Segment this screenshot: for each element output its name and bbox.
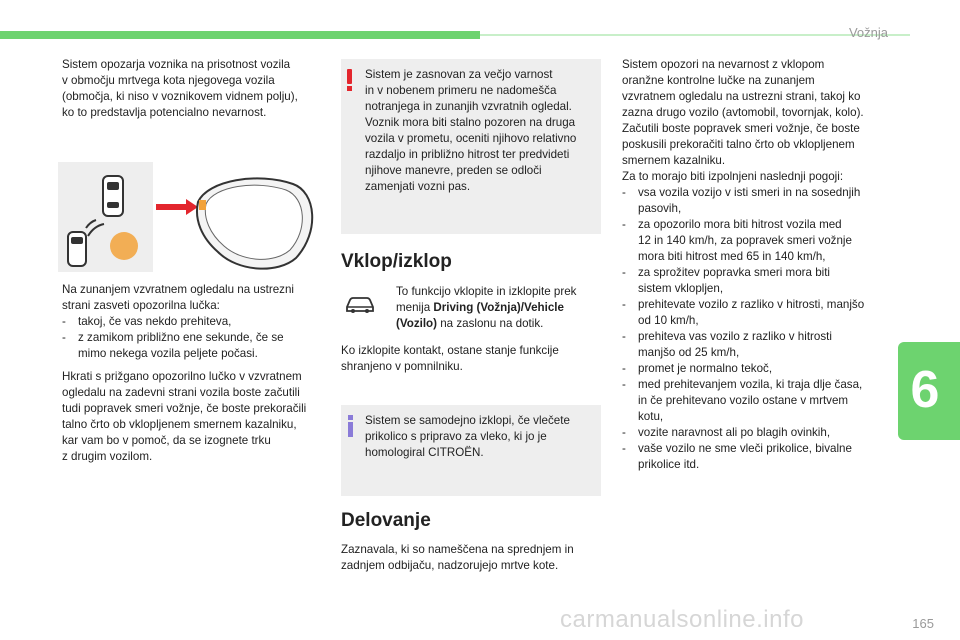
text-line: razdaljo in približno hitrost ter predvideti bbox=[365, 148, 570, 161]
text-line: Voznik mora biti stalno pozoren na druga bbox=[365, 116, 576, 129]
col1-intro bbox=[62, 57, 332, 121]
text-line: Sistem se samodejno izklopi, če vlečete bbox=[365, 414, 570, 427]
blind-spot-illustration bbox=[58, 162, 320, 272]
info-icon bbox=[348, 415, 354, 437]
text-line: Ko izklopite kontakt, ostane stanje funkcije bbox=[341, 344, 559, 357]
warning-note-box bbox=[341, 59, 601, 234]
warning-lamp-glow bbox=[110, 232, 138, 260]
info-note-box bbox=[341, 405, 601, 496]
list-item: - prehiteva vas vozilo z razliko v hitrosti manjšo od 25 km/h, bbox=[622, 329, 892, 361]
col3-intro bbox=[622, 57, 892, 473]
text-line: zazna drugo vozilo (avtomobil, tovornjak, kolo). bbox=[622, 106, 864, 119]
warning-text bbox=[365, 67, 601, 195]
header-accent-bar bbox=[0, 31, 480, 39]
list-item: - vaše vozilo ne sme vleči prikolice, bivalne prikolice itd. bbox=[622, 441, 892, 473]
lamp-conditions-list bbox=[62, 314, 332, 362]
text-line: Na zunanjem vzvratnem ogledalu na ustrezni bbox=[62, 283, 294, 296]
text-line: Za to morajo biti izpolnjeni naslednji pogoji: bbox=[622, 170, 844, 183]
text-line: in v nobenem primeru ne nadomešča bbox=[365, 84, 557, 97]
menu-path-bold: Driving (Vožnja)/Vehicle bbox=[433, 301, 564, 314]
text-line: Sistem opozarja voznika na prisotnost vozila bbox=[62, 58, 291, 71]
operation-text bbox=[341, 542, 606, 574]
col1-lamp-description bbox=[62, 282, 332, 362]
list-item: - vozite naravnost ali po blagih ovinkih, bbox=[622, 425, 892, 441]
text-line: Sistem je zasnovan za večjo varnost bbox=[365, 68, 553, 81]
text-line: vzvratnem ogledalu na ustrezni strani, takoj ko bbox=[622, 90, 861, 103]
text-line: ogledalu na zadevni strani vozila boste začutili bbox=[62, 386, 300, 399]
chapter-tab bbox=[898, 342, 960, 440]
list-item: - med prehitevanjem vozila, ki traja dlje časa, in če prehitevano vozilo ostane v mrtvem kotu, bbox=[622, 377, 892, 425]
conditions-list bbox=[622, 185, 892, 473]
text-line: Začutili boste popravek smeri vožnje, če boste bbox=[622, 122, 860, 135]
text-line: homologiral CITROËN. bbox=[365, 446, 484, 459]
car-settings-icon bbox=[343, 291, 377, 315]
text-line: shranjeno v pomnilniku. bbox=[341, 360, 463, 373]
text-line: zamenjati vozni pas. bbox=[365, 180, 471, 193]
text-line: notranjega in zunanjih vzvratnih ogledal. bbox=[365, 100, 572, 113]
text-line: smernem kazalniku. bbox=[622, 154, 726, 167]
text-line: oranžne kontrolne lučke na zunanjem bbox=[622, 74, 815, 87]
header-accent-line bbox=[480, 34, 910, 36]
text-line: Hkrati s prižgano opozorilno lučko v vzvratnem bbox=[62, 370, 302, 383]
menu-path-bold: (Vozilo) bbox=[396, 317, 437, 330]
text-line: poskusili prekoračiti talno črto ob vklopljenem bbox=[622, 138, 855, 151]
car-top-icon bbox=[68, 232, 86, 266]
car-top-icon bbox=[103, 176, 123, 216]
warning-exclamation-icon bbox=[347, 69, 353, 91]
text-line: v območju mrtvega kota njegovega vozila bbox=[62, 74, 275, 87]
text-line: vozila v prometu, oceniti njihovo relativno bbox=[365, 132, 577, 145]
red-arrow-icon bbox=[156, 199, 198, 215]
text-line: Zaznavala, ki so nameščena na sprednjem in bbox=[341, 543, 574, 556]
list-item: - za sprožitev popravka smeri mora biti sistem vklopljen, bbox=[622, 265, 892, 297]
watermark: carmanualsonline.info bbox=[560, 606, 804, 633]
text-line: menija Driving (Vožnja)/Vehicle bbox=[396, 301, 564, 314]
text-line: Sistem opozori na nevarnost z vklopom bbox=[622, 58, 825, 71]
memory-note bbox=[341, 343, 606, 375]
col1-closing bbox=[62, 369, 332, 465]
mirror-warning-lamp bbox=[199, 200, 206, 210]
list-item: - prehitevate vozilo z razliko v hitrosti, manjšo od 10 km/h, bbox=[622, 297, 892, 329]
text-line: zadnjem odbijaču, nadzorujejo mrtve kote. bbox=[341, 559, 559, 572]
mirror-warning-illustration bbox=[58, 162, 320, 272]
text-line: kar vam bo v pomoč, da se izognete trku bbox=[62, 434, 271, 447]
heading-operation: Delovanje bbox=[341, 510, 431, 531]
section-title: Vožnja bbox=[848, 25, 888, 40]
text-line: To funkcijo vklopite in izklopite prek bbox=[396, 285, 577, 298]
chapter-number: 6 bbox=[910, 361, 940, 419]
side-mirror-icon bbox=[197, 178, 312, 268]
text-line: ko to predstavlja potencialno nevarnost. bbox=[62, 106, 267, 119]
text-line: talno črto ob vklopljenem smernem kazalniku, bbox=[62, 418, 297, 431]
text-line: (Vozilo) na zaslonu na dotik. bbox=[396, 317, 544, 330]
text-line: strani zasveti opozorilna lučka: bbox=[62, 299, 220, 312]
on-off-instructions bbox=[396, 284, 606, 332]
text-line: z drugim vozilom. bbox=[62, 450, 153, 463]
text-line: njihove manevre, preden se odloči bbox=[365, 164, 542, 177]
text-line: tudi popravek smeri vožnje, če boste prekoračili bbox=[62, 402, 307, 415]
page-number: 165 bbox=[912, 616, 934, 631]
text-line: prikolico s pripravo za vleko, ki jo je bbox=[365, 430, 547, 443]
text-line: (območja, ki niso v voznikovem vidnem polju), bbox=[62, 90, 298, 103]
list-item: - za opozorilo mora biti hitrost vozila med 12 in 140 km/h, za popravek smeri vožnje mora biti hitrost med 65 in 140 km/h, bbox=[622, 217, 892, 265]
list-item: - takoj, če vas nekdo prehiteva, bbox=[62, 314, 332, 330]
list-item: - vsa vozila vozijo v isti smeri in na sosednjih pasovih, bbox=[622, 185, 892, 217]
list-item: - z zamikom približno ene sekunde, če se mimo nekega vozila peljete počasi. bbox=[62, 330, 332, 362]
list-item: - promet je normalno tekoč, bbox=[622, 361, 892, 377]
heading-on-off: Vklop/izklop bbox=[341, 251, 452, 272]
info-text bbox=[365, 413, 601, 461]
